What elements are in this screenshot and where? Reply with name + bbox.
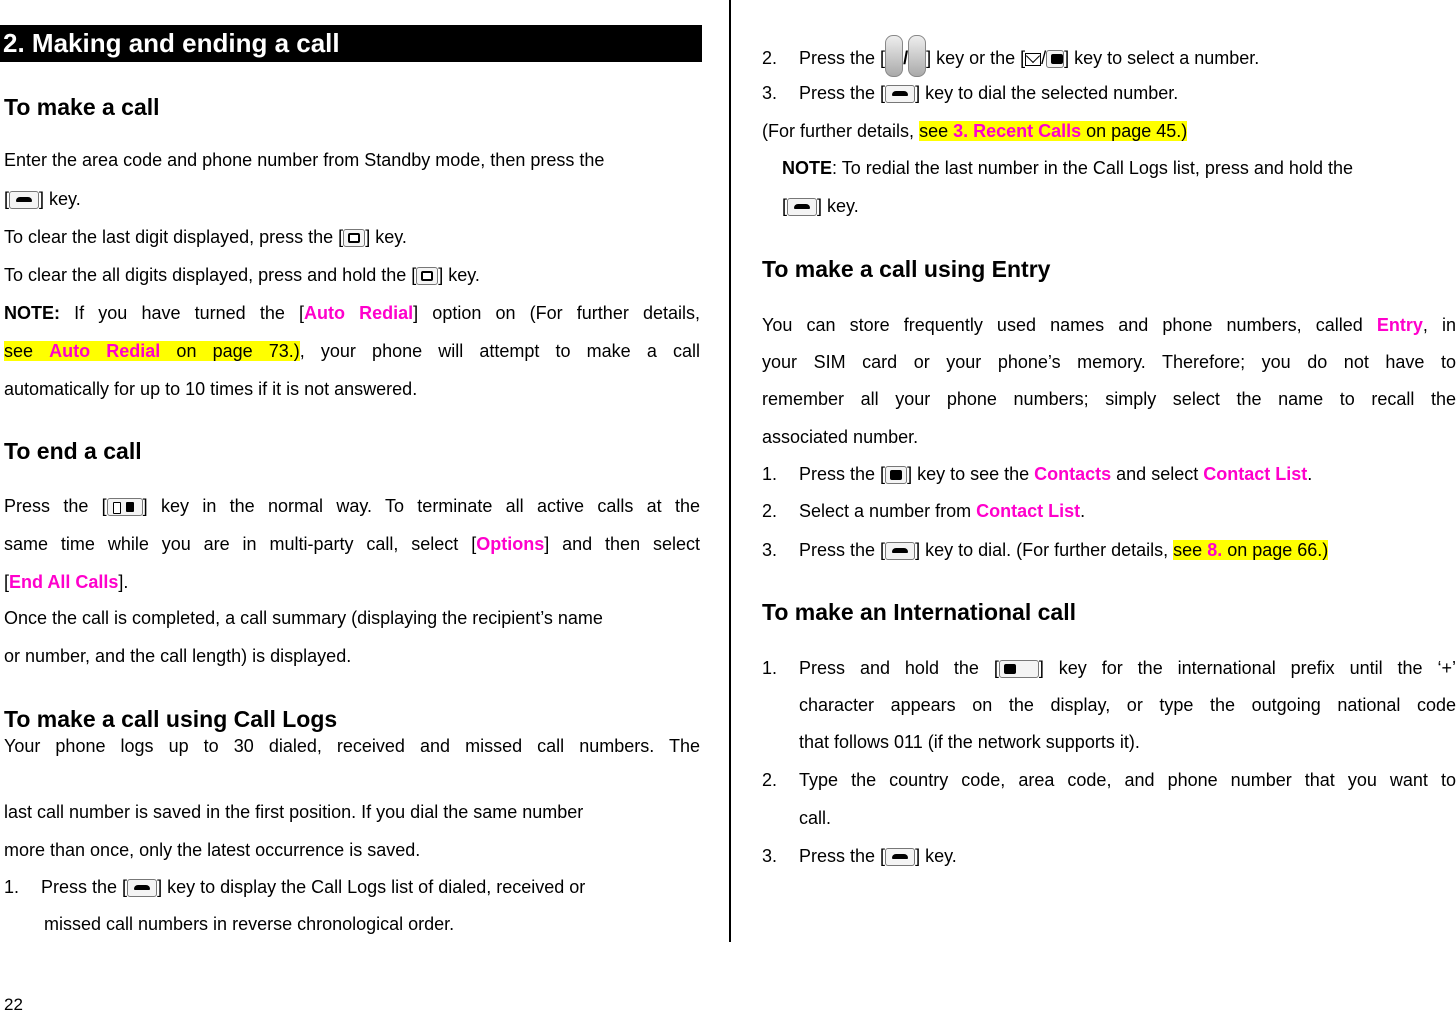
step-number: 1. xyxy=(762,658,778,678)
slash: / xyxy=(1041,48,1047,68)
see-text: see xyxy=(919,121,954,141)
end-all-calls-label: End All Calls xyxy=(9,572,119,592)
step-text: ] key or the [ xyxy=(926,48,1026,68)
key-text: ] key. xyxy=(817,196,859,216)
intl-step2 xyxy=(762,761,1456,799)
step-number: 1. xyxy=(4,877,20,897)
end-text: Press the [ xyxy=(4,496,107,516)
step-text: ] key. xyxy=(915,846,957,866)
step-text: Type the country code, area code, and phone number that you want to xyxy=(799,770,1456,790)
step-number: 3. xyxy=(762,846,778,866)
logs-further-details xyxy=(762,112,1187,150)
bracket: [ xyxy=(4,572,10,592)
navigation-down-key-icon xyxy=(908,35,926,77)
intl-step3 xyxy=(762,837,957,875)
end-call-line2 xyxy=(4,525,700,563)
step-text: Select a number from xyxy=(799,501,977,521)
step-text: Press the [ xyxy=(799,846,886,866)
step-number: 1. xyxy=(762,464,778,484)
step-text: Press the [ xyxy=(799,48,886,68)
step-text: Press and hold the [ xyxy=(799,658,999,678)
logs-note-line1 xyxy=(782,149,1353,187)
bracket: [ xyxy=(4,189,10,209)
clear-last-text: To clear the last digit displayed, press the [ xyxy=(4,227,344,247)
message-key-icon xyxy=(1025,53,1041,66)
clear-all-line xyxy=(4,256,480,294)
step-number: 2. xyxy=(762,770,778,790)
auto-redial-label: Auto Redial xyxy=(304,303,414,323)
step-text: ] key to dial. (For further details, xyxy=(915,540,1174,560)
contacts-label: Contacts xyxy=(1034,464,1112,484)
key-text: ] key. xyxy=(365,227,407,247)
make-call-line1: Enter the area code and phone number from Standby mode, then press the xyxy=(4,150,605,170)
send-key-icon xyxy=(885,542,915,560)
end-call-line1 xyxy=(4,487,700,525)
zero-plus-key-icon xyxy=(999,660,1039,678)
intl-step2-cont: call. xyxy=(799,808,832,828)
heading-end-call: To end a call xyxy=(4,438,142,464)
cross-ref-recent-calls[interactable] xyxy=(919,121,1187,141)
column-divider xyxy=(729,0,731,942)
page-ref: on page 66.) xyxy=(1222,540,1329,560)
see-text: see xyxy=(4,341,50,361)
send-key-icon xyxy=(127,879,157,897)
fd-text: (For further details, xyxy=(762,121,920,141)
entry-line1 xyxy=(762,306,1456,344)
bracket: ]. xyxy=(118,572,129,592)
phonebook-key-icon xyxy=(1046,50,1064,68)
logs-line2: last call number is saved in the first position. If you dial the same number xyxy=(4,802,584,822)
step-text: . xyxy=(1307,464,1313,484)
recent-calls-ref: 3. Recent Calls xyxy=(953,121,1082,141)
logs-step1-cont: missed call numbers in reverse chronological order. xyxy=(44,914,455,934)
heading-entry: To make a call using Entry xyxy=(762,256,1051,282)
chapter-banner: 2. Making and ending a call xyxy=(0,25,702,62)
step-text: Press the [ xyxy=(41,877,128,897)
entry-line4: associated number. xyxy=(762,427,919,447)
end-text: ] and then select xyxy=(544,534,700,554)
bracket: [ xyxy=(782,196,788,216)
step-number: 2. xyxy=(762,501,778,521)
options-label: Options xyxy=(476,534,545,554)
note-label: NOTE: xyxy=(4,303,60,323)
clear-key-icon xyxy=(343,229,365,247)
note-line1 xyxy=(4,294,700,332)
entry-line3: remember all your phone numbers; simply select the name to recall the xyxy=(762,389,1456,409)
end-key-icon xyxy=(107,498,143,516)
end-call-line5: or number, and the call length) is displayed. xyxy=(4,646,352,666)
cross-ref-entry[interactable] xyxy=(1173,540,1328,560)
send-key-icon xyxy=(885,848,915,866)
note-text: If you have turned the [ xyxy=(60,303,304,323)
page-number: 22 xyxy=(4,995,23,1014)
navigation-up-key-icon xyxy=(885,35,903,77)
end-call-line4: Once the call is completed, a call summary (displaying the recipient’s name xyxy=(4,608,603,628)
slash: / xyxy=(903,48,909,68)
step-text: ] key for the international prefix until the ‘+’ xyxy=(1038,658,1456,678)
entry-ref: 8. xyxy=(1207,540,1223,560)
intl-step1-cont2: that follows 011 (if the network supports it). xyxy=(799,732,1140,752)
step-text: ] key to dial the selected number. xyxy=(915,83,1179,103)
auto-redial-ref: Auto Redial xyxy=(49,341,161,361)
make-call-line2 xyxy=(4,180,81,218)
note-line2 xyxy=(4,332,700,370)
key-text: ] key. xyxy=(438,265,480,285)
entry-text: You can store frequently used names and phone numbers, called xyxy=(762,315,1377,335)
heading-call-logs: To make a call using Call Logs xyxy=(4,706,338,732)
heading-international: To make an International call xyxy=(762,599,1076,625)
end-call-line3 xyxy=(4,563,128,601)
send-key-icon xyxy=(9,191,39,209)
entry-step3 xyxy=(762,531,1328,569)
logs-step1 xyxy=(4,868,585,906)
note-text: , your phone will attempt to make a call xyxy=(299,341,700,361)
send-key-icon xyxy=(787,198,817,216)
step-number: 2. xyxy=(762,48,778,68)
heading-make-call: To make a call xyxy=(4,94,160,120)
page-ref: on page 73.) xyxy=(160,341,300,361)
clear-last-line xyxy=(4,218,407,256)
logs-line3: more than once, only the latest occurrence is saved. xyxy=(4,840,421,860)
logs-line1: Your phone logs up to 30 dialed, received and missed call numbers. The xyxy=(4,736,700,756)
clear-all-text: To clear the all digits displayed, press and hold the [ xyxy=(4,265,417,285)
step-text: . xyxy=(1080,501,1086,521)
step-text: ] key to see the xyxy=(907,464,1035,484)
note-text: ] option on (For further details, xyxy=(413,303,700,323)
phonebook-key-icon xyxy=(885,466,907,484)
note-line3: automatically for up to 10 times if it is not answered. xyxy=(4,379,418,399)
entry-label: Entry xyxy=(1376,315,1423,335)
entry-text: , in xyxy=(1422,315,1456,335)
step-text: and select xyxy=(1111,464,1204,484)
logs-step3 xyxy=(762,74,1178,112)
cross-ref-auto-redial[interactable] xyxy=(4,341,300,361)
step-text: Press the [ xyxy=(799,464,886,484)
entry-step2 xyxy=(762,492,1085,530)
end-text: ] key in the normal way. To terminate all active calls at the xyxy=(142,496,700,516)
see-text: see xyxy=(1173,540,1208,560)
entry-line2: your SIM card or your phone’s memory. Therefore; you do not have to xyxy=(762,352,1456,372)
note-text: : To redial the last number in the Call Logs list, press and hold the xyxy=(832,158,1353,178)
step-number: 3. xyxy=(762,83,778,103)
logs-note-line2 xyxy=(782,187,859,225)
contact-list-label: Contact List xyxy=(976,501,1081,521)
end-text: same time while you are in multi-party call, select [ xyxy=(4,534,477,554)
logs-step2 xyxy=(762,35,1259,77)
step-text: Press the [ xyxy=(799,83,886,103)
step-number: 3. xyxy=(762,540,778,560)
page-ref: on page 45.) xyxy=(1081,121,1188,141)
clear-key-icon xyxy=(416,267,438,285)
step-text: Press the [ xyxy=(799,540,886,560)
send-key-icon xyxy=(885,85,915,103)
step-text: ] key to display the Call Logs list of dialed, received or xyxy=(157,877,586,897)
step-text: ] key to select a number. xyxy=(1064,48,1260,68)
contact-list-label: Contact List xyxy=(1203,464,1308,484)
entry-step1 xyxy=(762,455,1312,493)
note-label: NOTE xyxy=(782,158,833,178)
intl-step1 xyxy=(762,649,1456,687)
intl-step1-cont1: character appears on the display, or type the outgoing national code xyxy=(799,695,1456,715)
key-text: ] key. xyxy=(39,189,81,209)
